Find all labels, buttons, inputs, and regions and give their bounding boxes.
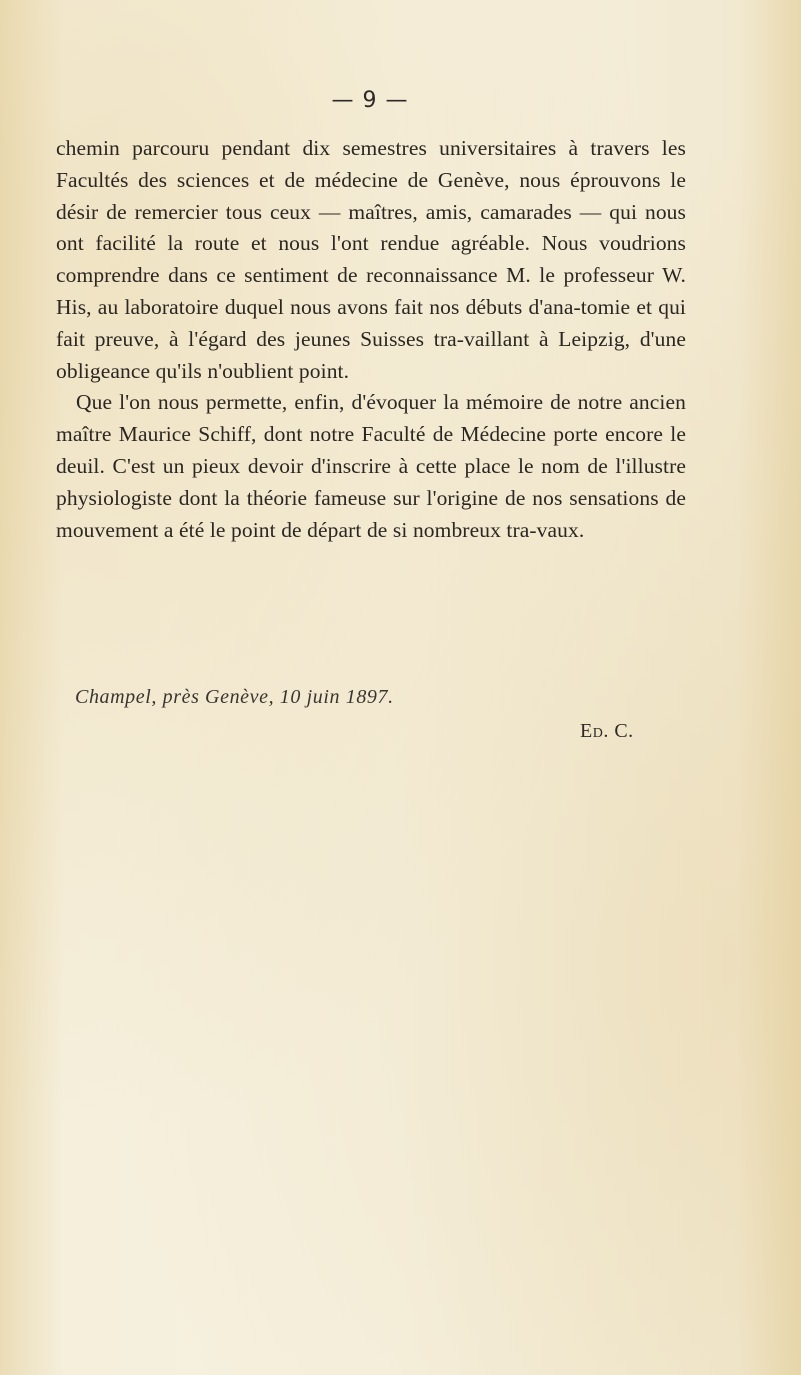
paragraph-acknowledgements: chemin parcouru pendant dix semestres universitaires à travers les Facultés des sciences et de médecine de Genève, nous éprouvons le désir de remercier tous ceux — maîtres, amis, camarades — qui nous ont facilité la route et nous l'ont rendue agréable. Nous voudrions comprendre dans ce sentiment de reconnaissance M. le professeur W. His, au laboratoire duquel nous avons fait nos débuts d'ana-tomie et qui fait preuve, à l'égard des jeunes Suisses tra-vaillant à Leipzig, d'une obligeance qu'ils n'oublient point. [56, 136, 686, 383]
body-text [56, 133, 686, 546]
signature: Ed. C. [580, 720, 634, 742]
paragraph-memorial: Que l'on nous permette, enfin, d'évoquer la mémoire de notre ancien maître Maurice Schiff, dont notre Faculté de Médecine porte encore le deuil. C'est un pieux devoir d'inscrire à cette place le nom de l'illustre physiologiste dont la théorie fameuse sur l'origine de nos sensations de mouvement a été le point de départ de si nombreux tra-vaux. [56, 390, 686, 542]
page-number: — 9 — [331, 88, 409, 113]
place-and-date: Champel, près Genève, 10 juin 1897. [75, 686, 394, 708]
